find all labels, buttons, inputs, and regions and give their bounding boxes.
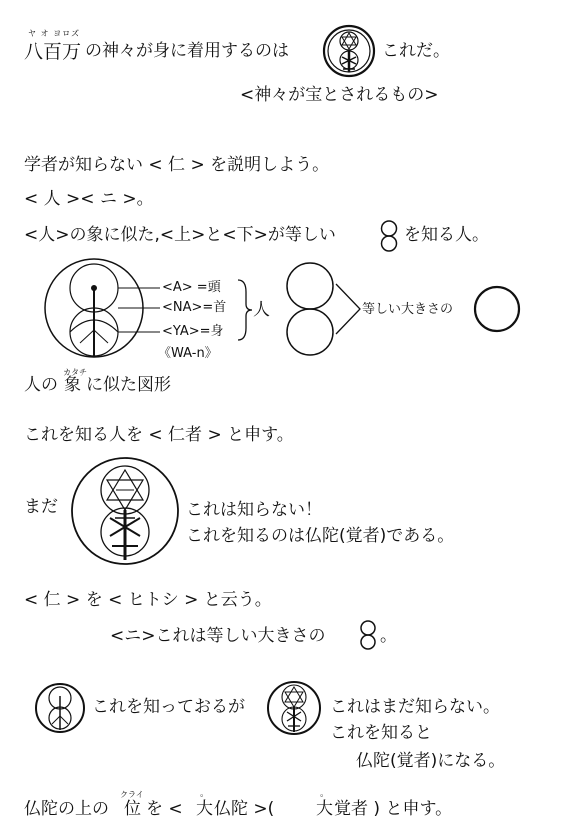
- label-ya-body: <YA>=身: [162, 324, 224, 339]
- not-know-line: これは知らない！: [186, 500, 322, 520]
- label-person: 人: [253, 300, 270, 320]
- footer-mid: を <: [146, 799, 183, 819]
- label-wan: 《WA-n》: [158, 346, 218, 361]
- title-text: の神々が身に着用するのは: [85, 41, 289, 61]
- footer-dot-2: 。: [320, 789, 330, 799]
- caption-kanji: 象: [64, 375, 81, 395]
- footer-post: 覚者 ) と申す。: [334, 799, 453, 819]
- hito-ni-line: < 人 >< ニ >。: [24, 189, 154, 209]
- jinsha-line: これを知る人を < 仁者 > と申す。: [24, 425, 294, 445]
- if-know-line: これを知ると: [330, 723, 432, 743]
- footer-pre: 仏陀の上の: [24, 799, 109, 819]
- ni-equal-end: 。: [380, 626, 397, 646]
- figure-eight-icon: [378, 220, 400, 252]
- sacred-emblem-icon: [322, 24, 376, 78]
- label-equal-size: 等しい大きさの: [362, 302, 454, 317]
- human-emblem-small-icon: [34, 682, 86, 734]
- caption-pre: 人の: [24, 375, 58, 395]
- subtitle: <神々が宝とされるもの>: [240, 85, 439, 105]
- buddha-emblem-icon: [70, 456, 180, 566]
- title-kanji: 八百万: [24, 41, 82, 63]
- buddha-emblem-small-icon: [266, 680, 322, 736]
- label-na-neck: <NA>=首: [162, 300, 227, 315]
- buddha-knows-line: これを知るのは仏陀(覚者)である。: [186, 526, 455, 546]
- caption-post: に似た図形: [86, 375, 171, 395]
- footer-dot-1: 。: [200, 789, 210, 799]
- mada-label: まだ: [24, 497, 58, 517]
- knows-but-line: これを知っておるが: [92, 697, 245, 717]
- footer-mid2: 仏陀 >(: [214, 799, 275, 819]
- shape-line-b: を知る人。: [404, 225, 489, 245]
- footer-kurai: 位: [124, 799, 141, 819]
- footer-big-2: 大: [316, 799, 333, 819]
- caption-ruby: カタチ: [63, 368, 87, 377]
- shape-line-a: <人>の象に似た,<上>と<下>が等しい: [24, 225, 336, 245]
- figure-eight-small-icon: [358, 620, 378, 650]
- become-buddha-line: 仏陀(覚者)になる。: [356, 751, 506, 771]
- footer-ruby-kurai: クライ: [120, 790, 144, 799]
- hitoshi-line: < 仁 > を < ヒトシ > と云う。: [24, 590, 272, 610]
- ni-equal-line: <ニ>これは等しい大きさの: [110, 626, 326, 646]
- label-a-head: <A> =頭: [162, 280, 221, 295]
- footer-big-1: 大: [196, 799, 213, 819]
- not-yet-know-line: これはまだ知らない。: [330, 697, 500, 717]
- title-ruby: ヤ オ ヨロズ: [28, 29, 81, 38]
- jin-intro: 学者が知らない < 仁 > を説明しよう。: [24, 155, 330, 175]
- title-after: これだ。: [382, 41, 450, 61]
